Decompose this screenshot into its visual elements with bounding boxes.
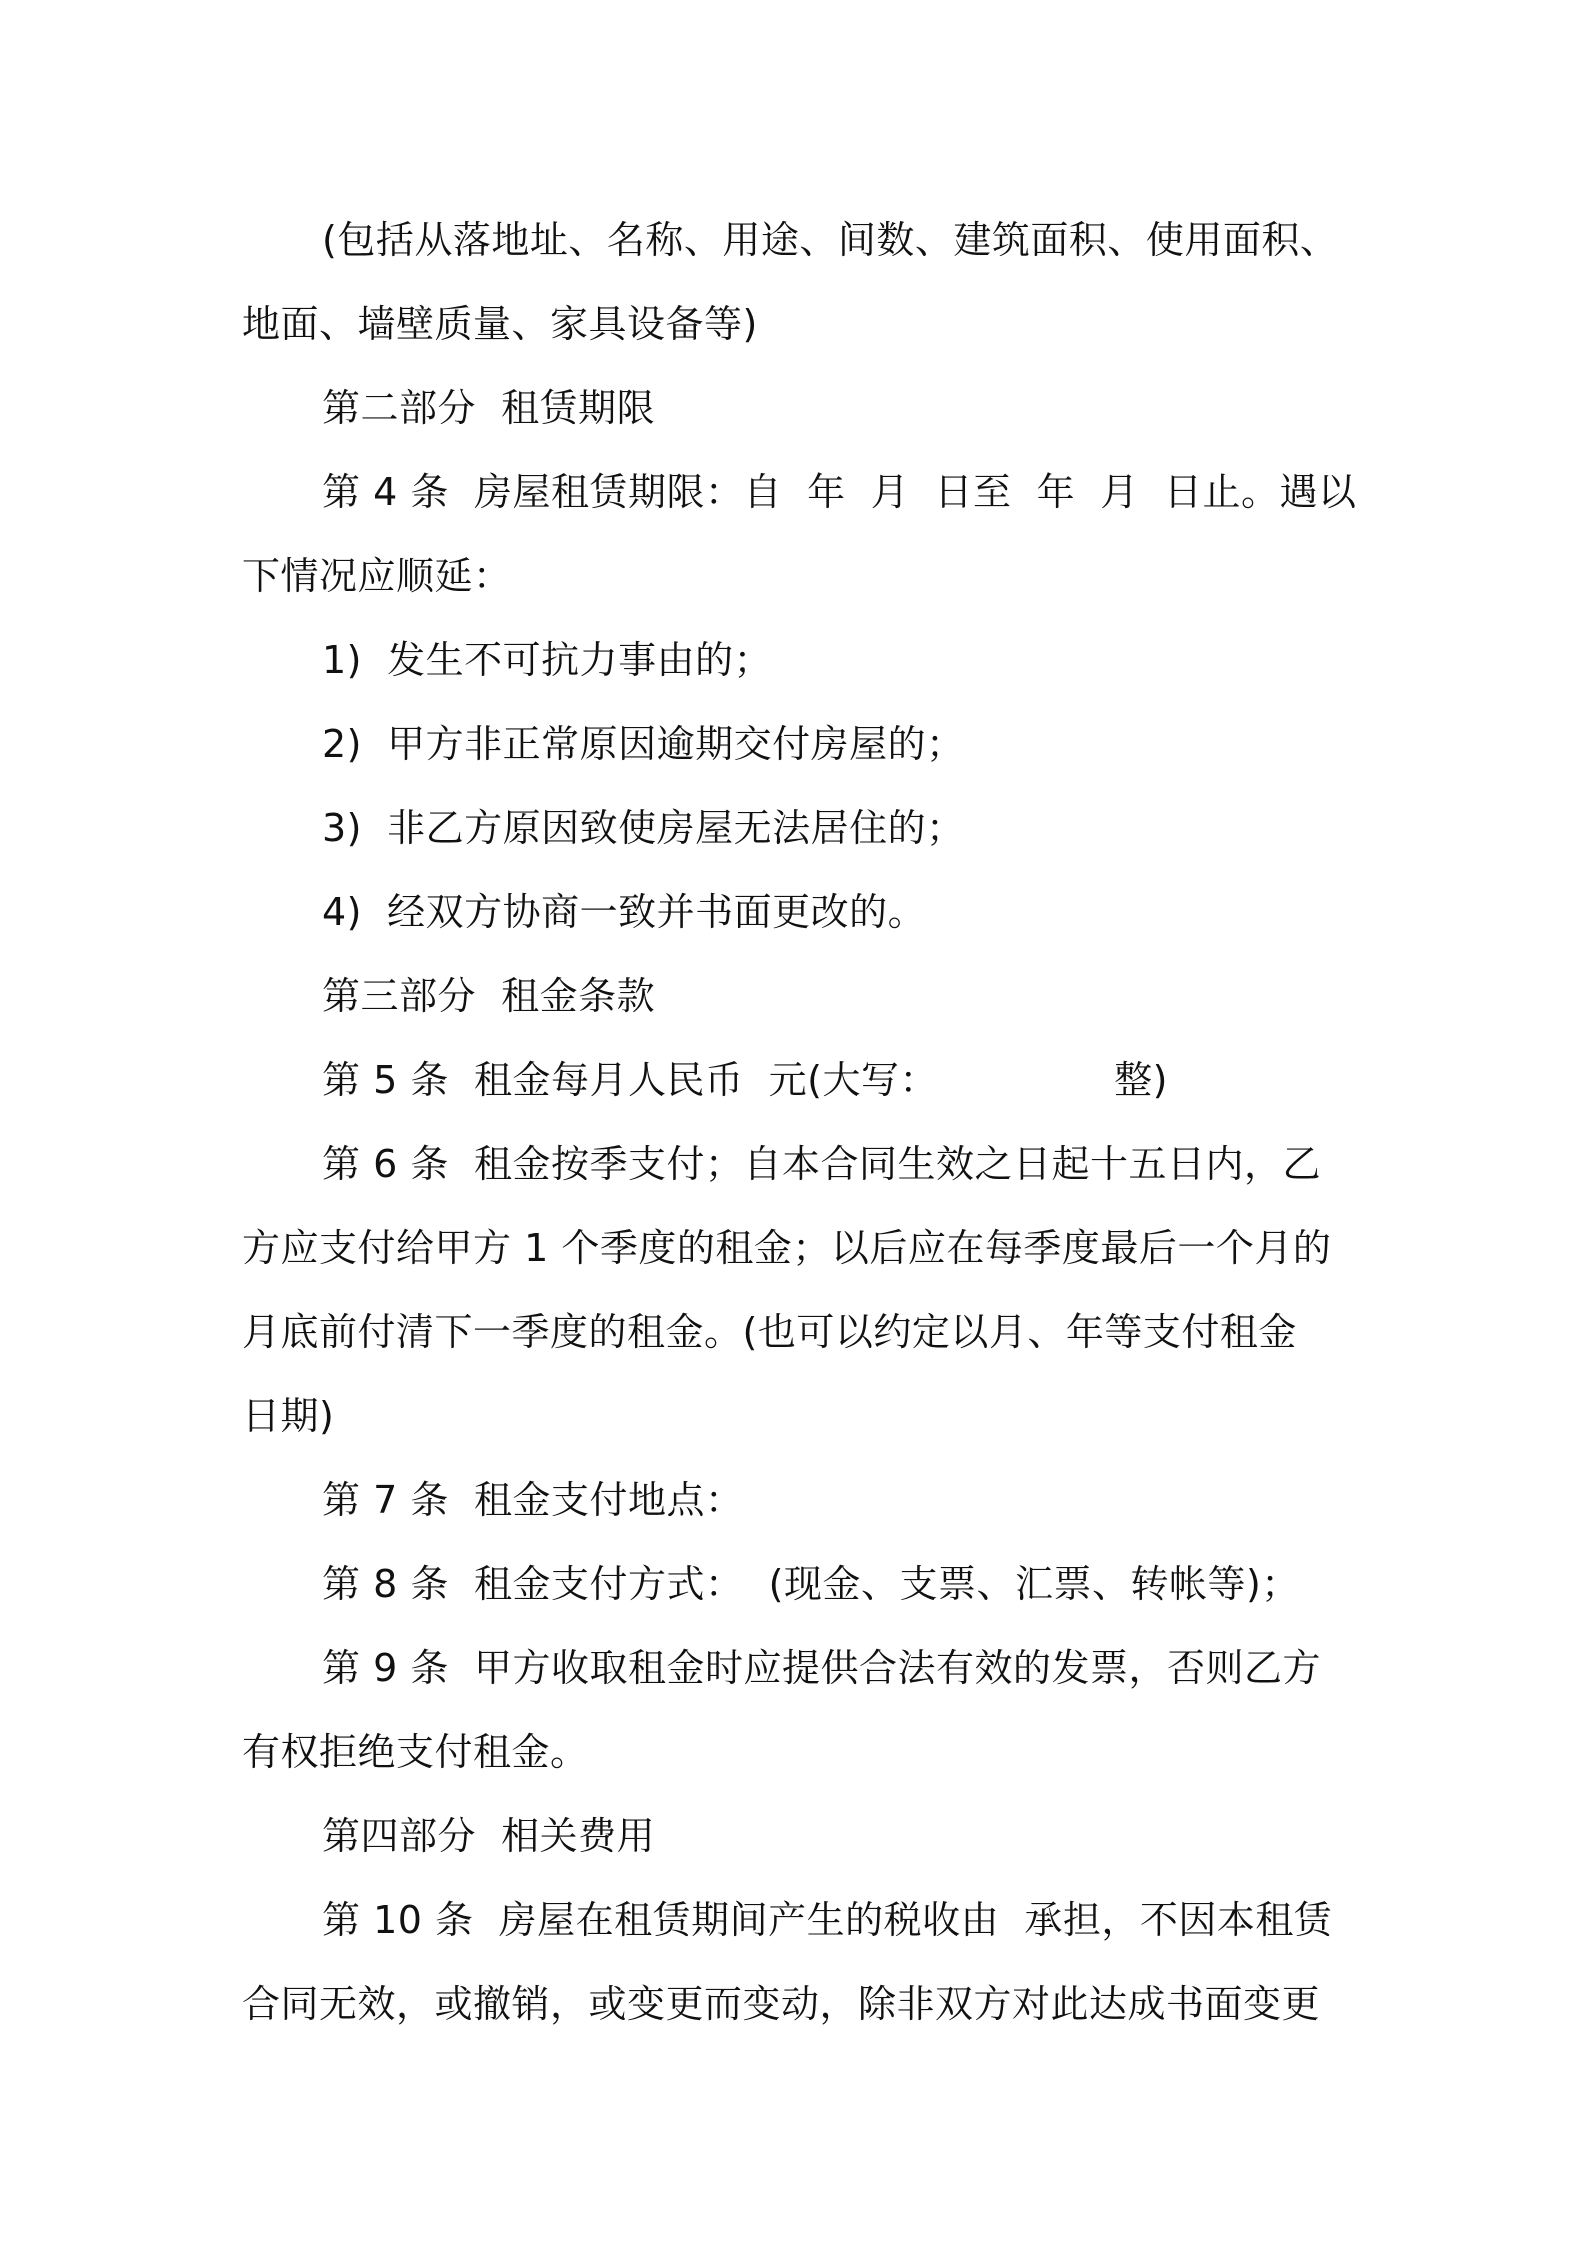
article-8-line: 第 8 条 租金支付方式： (现金、支票、汇票、转帐等)； — [322, 1562, 1300, 1606]
section-heading-related-fees: 第四部分 相关费用 — [322, 1814, 656, 1858]
paragraph-line-property-details: (包括从落地址、名称、用途、间数、建筑面积、使用面积、 — [322, 218, 1339, 262]
article-7-line: 第 7 条 租金支付地点： — [322, 1478, 744, 1522]
article-9-line-1: 第 9 条 甲方收取租金时应提供合法有效的发票，否则乙方 — [322, 1646, 1321, 1690]
article-5-line: 第 5 条 租金每月人民币 元(大写： 整) — [322, 1058, 1168, 1102]
article-9-line-2: 有权拒绝支付租金。 — [242, 1730, 589, 1774]
section-heading-rent-terms: 第三部分 租金条款 — [322, 974, 656, 1018]
list-item-3: 3) 非乙方原因致使房屋无法居住的； — [322, 806, 965, 850]
article-6-line-3: 月底前付清下一季度的租金。(也可以约定以月、年等支付租金 — [242, 1310, 1297, 1354]
list-item-1: 1) 发生不可抗力事由的； — [322, 638, 773, 682]
article-10-line-1: 第 10 条 房屋在租赁期间产生的税收由 承担，不因本租赁 — [322, 1898, 1333, 1942]
article-10-line-2: 合同无效，或撤销，或变更而变动，除非双方对此达成书面变更 — [242, 1982, 1321, 2026]
article-6-line-4: 日期) — [242, 1394, 335, 1438]
paragraph-line-property-details-cont: 地面、墙壁质量、家具设备等) — [242, 302, 758, 346]
list-item-2: 2) 甲方非正常原因逾期交付房屋的； — [322, 722, 965, 766]
list-item-4: 4) 经双方协商一致并书面更改的。 — [322, 890, 927, 934]
document-body — [242, 198, 1362, 2046]
section-heading-lease-term: 第二部分 租赁期限 — [322, 386, 656, 430]
article-4-line-1: 第 4 条 房屋租赁期限：自 年 月 日至 年 月 日止。遇以 — [322, 470, 1357, 514]
article-4-line-2: 下情况应顺延： — [242, 554, 512, 598]
article-6-line-2: 方应支付给甲方 1 个季度的租金；以后应在每季度最后一个月的 — [242, 1226, 1332, 1270]
article-6-line-1: 第 6 条 租金按季支付；自本合同生效之日起十五日内，乙 — [322, 1142, 1321, 1186]
